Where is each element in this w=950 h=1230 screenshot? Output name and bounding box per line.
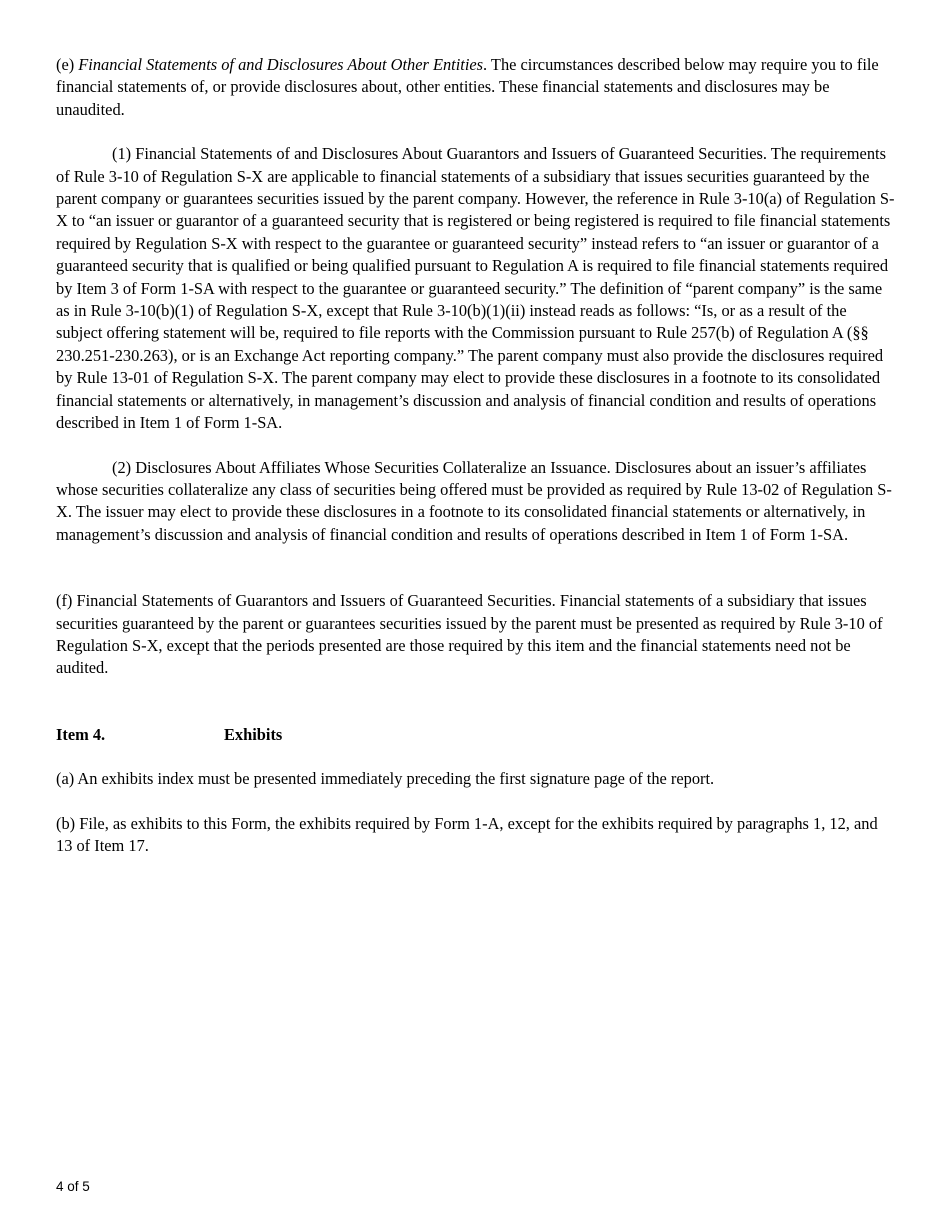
item-4-paragraph-a: (a) An exhibits index must be presented immediately preceding the first signature page of the report. bbox=[56, 769, 715, 789]
paragraph-e1: (1) Financial Statements of and Disclosures About Guarantors and Issuers of Guaranteed Securities. The requirements of Rule 3-10 of Regulation S-X are applicable to financial statements of a subsidiary that issues securities guaranteed by the parent company or guarantees securities issued by the parent company. However, the reference in Rule 3-10(a) of Regulation S-X to “an issuer or guarantor of a guaranteed security that is registered or being registered is required to file financial statements required by Regulation S-X with respect to the guarantee or guaranteed security” instead refers to “an issuer or guarantor of a guaranteed security that is qualified or being qualified pursuant to Regulation A is required to file financial statements required by Item 3 of Form 1-SA with respect to the guarantee or guaranteed security.” The definition of “parent company” is the same as in Rule 3-10(b)(1) of Regulation S-X, except that Rule 3-10(b)(1)(ii) instead reads as follows: “Is, or as a result of the subject offering statement will be, required to file reports with the Commission pursuant to Rule 257(b) of Regulation A (§§ 230.251-230.263), or is an Exchange Act reporting company.” The parent company must also provide the disclosures required by Rule 13-01 of Regulation S-X. The parent company may elect to provide these disclosures in a footnote to its consolidated financial statements or alternatively, in management’s discussion and analysis of financial condition and results of operations described in Item 1 of Form 1-SA. bbox=[56, 144, 895, 433]
item-4-heading bbox=[56, 724, 896, 746]
paragraph-e2: (2) Disclosures About Affiliates Whose Securities Collateralize an Issuance. Disclosures about an issuer’s affiliates whose securities collateralize any class of securities being offered must be provided as required by Rule 13-02 of Regulation S-X. The issuer may elect to provide these disclosures in a footnote to its consolidated financial statements or alternatively, in management’s discussion and analysis of financial condition and results of operations described in Item 1 of Form 1-SA. bbox=[56, 457, 892, 544]
paragraph-e-title: Financial Statements of and Disclosures About Other Entities bbox=[78, 55, 484, 74]
item-4-paragraph-b: (b) File, as exhibits to this Form, the exhibits required by Form 1-A, except for the exhibits required by paragraphs 1, 12, and 13 of Item 17. bbox=[56, 813, 878, 855]
paragraph-f: (f) Financial Statements of Guarantors and Issuers of Guaranteed Securities. Financial statements of a subsidiary that issues securities guaranteed by the parent or guarantees securities issued by the parent must be presented as required by Rule 3-10 of Regulation S-X, except that the periods presented are those required by this item and the financial statements need not be audited. bbox=[56, 591, 883, 678]
page-number: 4 of 5 bbox=[56, 1179, 90, 1194]
paragraph-e-text: . The circumstances described below may require you to file financial statements of, or provide disclosures about, other entities. These financial statements and disclosures may be unaudited. bbox=[56, 55, 879, 119]
document-body bbox=[56, 54, 896, 857]
paragraph-e bbox=[56, 54, 896, 121]
item-4-number: Item 4. bbox=[56, 724, 106, 744]
item-4-title: Exhibits bbox=[224, 724, 283, 744]
paragraph-e-label: (e) bbox=[56, 55, 79, 74]
